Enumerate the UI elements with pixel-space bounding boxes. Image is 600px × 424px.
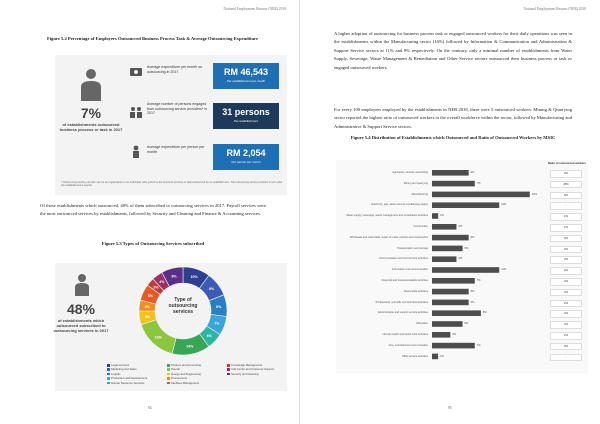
bar [432,343,475,349]
bar-value-label: 11% [501,203,507,207]
bar-value-label: 1% [440,214,444,218]
stat-value: RM 2,054 [226,148,266,158]
bar [432,224,456,230]
ratio-cell: 3% [550,235,582,243]
donut-segment-label: 10% [190,275,198,280]
legend-swatch [167,373,170,376]
bar-value-label: 5% [464,322,469,326]
legend-swatch [167,382,170,385]
bar [432,246,463,252]
msic-bar-chart [336,160,588,374]
bar-category-label: Water supply; sewerage, waste management and remediation activities [346,214,428,218]
body-paragraph-2: For every 100 employees employed by the establishments in NER 2018, there were 5 outsourced workers. Mining & Quarrying sector reported the highest ratio of outsourced workers to the overall workforce within the sector, followed by Manufacturing and Administrative & Support Service sectors. [334,107,572,129]
bar-value-label: 6% [470,235,475,239]
bar-category-label: Construction [413,225,428,228]
ratio-cell: 2% [550,267,582,275]
bar-value-label: 6% [470,300,475,304]
legend-swatch [107,364,110,367]
ratio-cell: 2% [550,170,582,178]
stat-sub: Per establishment [233,119,258,123]
legend-item [227,363,262,367]
bar [432,256,456,262]
bar-value-label: 7% [476,343,481,347]
legend-label: Human Resource Services [111,380,145,385]
bar-category-label: Other service activities [401,354,428,358]
legend-label: Knowledge Management [231,363,263,367]
ratio-cell: 45% [550,181,582,189]
legend-label: Security and Cleaning [231,371,259,376]
legend-label: Production and Development [111,376,148,381]
donut-segment-label: 8% [171,274,177,279]
subscribed-percentage: 48% [66,301,96,317]
stat-card-per-person [213,144,279,170]
services-donut-chart [135,263,231,359]
ratio-cell: 2% [550,256,582,264]
bar [432,310,481,316]
page-header: National Employment Returns (NER) 2018 [223,7,286,11]
bar-category-label: Financial and insurance/takaful activities [381,279,428,282]
bar-category-label: Wholesale and retail trade; repair of motor vehicles and motorcycles [349,235,428,239]
bar-value-label: 16% [531,192,537,196]
donut-segment-label: 3% [153,285,159,290]
bar-value-label: 3% [452,333,457,336]
legend-swatch [167,364,170,367]
legend-item [167,367,180,371]
ratio-cell: 4% [550,289,582,297]
legend-item [167,363,201,367]
body-paragraph-1: A higher adoption of outsourcing for business process task or engaged outsourced workers for their daily operations was seen in the establishments within the Manufacturing sector (16%) followed by Information & Communication and Administration & Support Service sectors at 11% and 8% respectively. On the contrary, only a minimal number of establishments from Water Supply, Sewerage, Waste Management & Remediation and Other Service sectors outsourced their business process or task or engaged outsourced workers. [334,31,572,70]
ratio-cell: 4% [550,278,582,286]
stat-sub: Per establishment per month [226,79,266,83]
bar [432,170,469,176]
ratio-cell: - [550,202,582,210]
donut-segment-label: 6% [147,293,154,298]
bar-value-label: 4% [458,225,463,228]
stat-card-persons [213,103,279,129]
bar-category-label: Agriculture, forestry and fishing [392,171,428,174]
donut-center-label: Type of outsourcing services [168,297,198,315]
legend-item [227,372,258,376]
bar-value-label: 1% [440,354,444,358]
bar-category-label: Transportation and storage [396,246,428,250]
legend-label: Finance and Accounting [171,363,201,367]
legend-swatch [167,368,170,371]
legend-swatch [227,368,230,371]
legend-label: Call Centre and Customer Support [231,367,275,372]
stat-label-expenditure: Average expenditure per month on outsourcing in 2017 [147,65,203,74]
person-icon [129,145,143,159]
bar [432,235,469,241]
outsourcing-infographic [55,55,287,195]
bar [432,181,475,187]
donut-segment-label: 16% [154,335,162,340]
page-number: 95 [448,406,452,410]
ratio-cell: 3% [550,343,582,351]
body-paragraph: Of those establishments which outsourced, 48% of them subscribed to outsourcing services in 2017. Payroll services were the most outsourced services by establishments, followed by Security and Cleaning and Finance & Accounting services. [40,203,266,217]
donut-segment-label: 7% [214,321,220,326]
legend-label: Design and Engineering [171,371,201,376]
bar [432,300,469,306]
bar-value-label: 6% [470,171,475,174]
ratio-cell: - [550,354,582,362]
stat-card-expenditure [213,63,279,89]
stat-value: RM 46,543 [223,67,269,77]
bar-category-label: Human health and social work activities [382,333,428,336]
bar-category-label: Education [416,322,428,326]
legend-swatch [227,364,230,367]
bar-category-label: Arts, entertainment and recreation [388,343,428,347]
legend-label: Logistic [111,371,121,376]
stat-label-per-person: Average expenditure per person per month [147,145,205,154]
ratio-cell: 2% [550,332,582,340]
bar-category-label: Real estate activities [404,289,428,293]
legend-label: Procurement [171,376,188,381]
legend-swatch [107,373,110,376]
ratio-cell: 2% [550,300,582,308]
donut-segment-label: 14% [186,344,194,349]
legend-item [107,376,147,380]
money-icon [129,65,143,79]
legend-label: Payroll [171,367,180,372]
bar-value-label: 7% [476,181,481,185]
figure-5-4-title: Figure 5.4 Distribution of Establishments which Outsourced and Ratio of Outsourced Workers by MSIC [350,135,556,140]
bar [432,354,438,360]
right-page [300,0,600,424]
ratio-cell: 1% [550,224,582,232]
ratio-cell: 2% [550,246,582,254]
ratio-cell: 6% [550,192,582,200]
bar [432,321,463,327]
donut-segment-label: 9% [208,287,215,292]
bar-value-label: 11% [501,268,507,272]
bar-value-label: 4% [458,257,463,261]
legend-swatch [107,382,110,385]
outsourced-description: of establishments outsourced business process or task in 2017 [59,122,123,132]
bar [432,202,499,208]
donut-segment-label: 4% [159,280,165,285]
page-number: 94 [148,406,152,410]
donut-segment-label: 8% [216,304,222,309]
bar [432,289,469,295]
bar-category-label: Manufacturing [411,192,428,196]
legend-swatch [107,368,110,371]
legend-label: Legal services [111,363,129,367]
donut-segment-label: 6% [206,333,212,338]
bar-category-label: Administrative and support service activities [377,311,428,315]
donut-segment-label: 4% [144,304,150,309]
legend-item [167,376,187,380]
ratio-cell: 4% [550,321,582,329]
bar-category-label: Information and communication [391,268,428,272]
legend-swatch [107,377,110,380]
outsourcing-services-panel [55,263,287,391]
legend-item [167,381,199,385]
legend-item [107,367,137,371]
infographic-footnote: * Outsourcing service provider can be an organisation or an individual, who performs the business process or task outsourced by an establishment. The outsourcing service provider is not under the establishment's payroll. [61,181,283,188]
bar-value-label: 8% [482,311,487,315]
stat-value: 31 persons [222,107,270,117]
figure-5-3-title: Figure 5.3 Types of Outsourcing Services subscribed [101,241,205,246]
figure-5-2-title: Figure 5.2 Percentage of Employers Outsourced Business Process Task & Average Outsourcing Expenditure [46,36,259,41]
legend-item [107,381,144,385]
page-header: National Employment Returns (NER) 2018 [523,7,586,11]
bar [432,192,530,198]
bar-value-label: 5% [464,246,469,250]
bar-category-label: Electricity, gas, steam and air conditioning supply [371,203,428,207]
bar-category-label: Professional, scientific and technical activities [375,300,428,304]
group-icon [129,105,143,119]
legend-item [167,372,201,376]
legend-item [107,372,121,376]
donut-segment-label: 5% [144,314,151,319]
outsourced-percentage: 7% [80,105,102,121]
bar-value-label: 7% [476,279,481,282]
people-icon [77,67,105,103]
stat-label-persons: Average number of persons engaged from outsourcing service providers* in 2017 [147,102,208,116]
ratio-column-header: Ratio of outsourced workers [548,161,586,165]
stat-sub: Per person per month [231,160,261,164]
bar-category-label: Mining and quarrying [403,181,428,185]
legend-item [227,367,274,371]
subscribed-description: of establishments which outsourced subscribed to outsourcing services in 2017 [53,318,109,333]
legend-label: Facilities Management [171,380,200,385]
people-icon [73,273,91,297]
bar [432,332,450,338]
legend-swatch [227,373,230,376]
legend-swatch [167,377,170,380]
bar-category-label: Accommodation and food service activities [378,257,428,261]
ratio-cell: 1% [550,213,582,221]
legend-label: Marketing and Sales [111,367,137,372]
bar-value-label: 6% [470,289,475,293]
ratio-cell: 4% [550,310,582,318]
legend-item [107,363,129,367]
bar [432,213,438,219]
bar [432,278,475,284]
bar [432,267,499,273]
